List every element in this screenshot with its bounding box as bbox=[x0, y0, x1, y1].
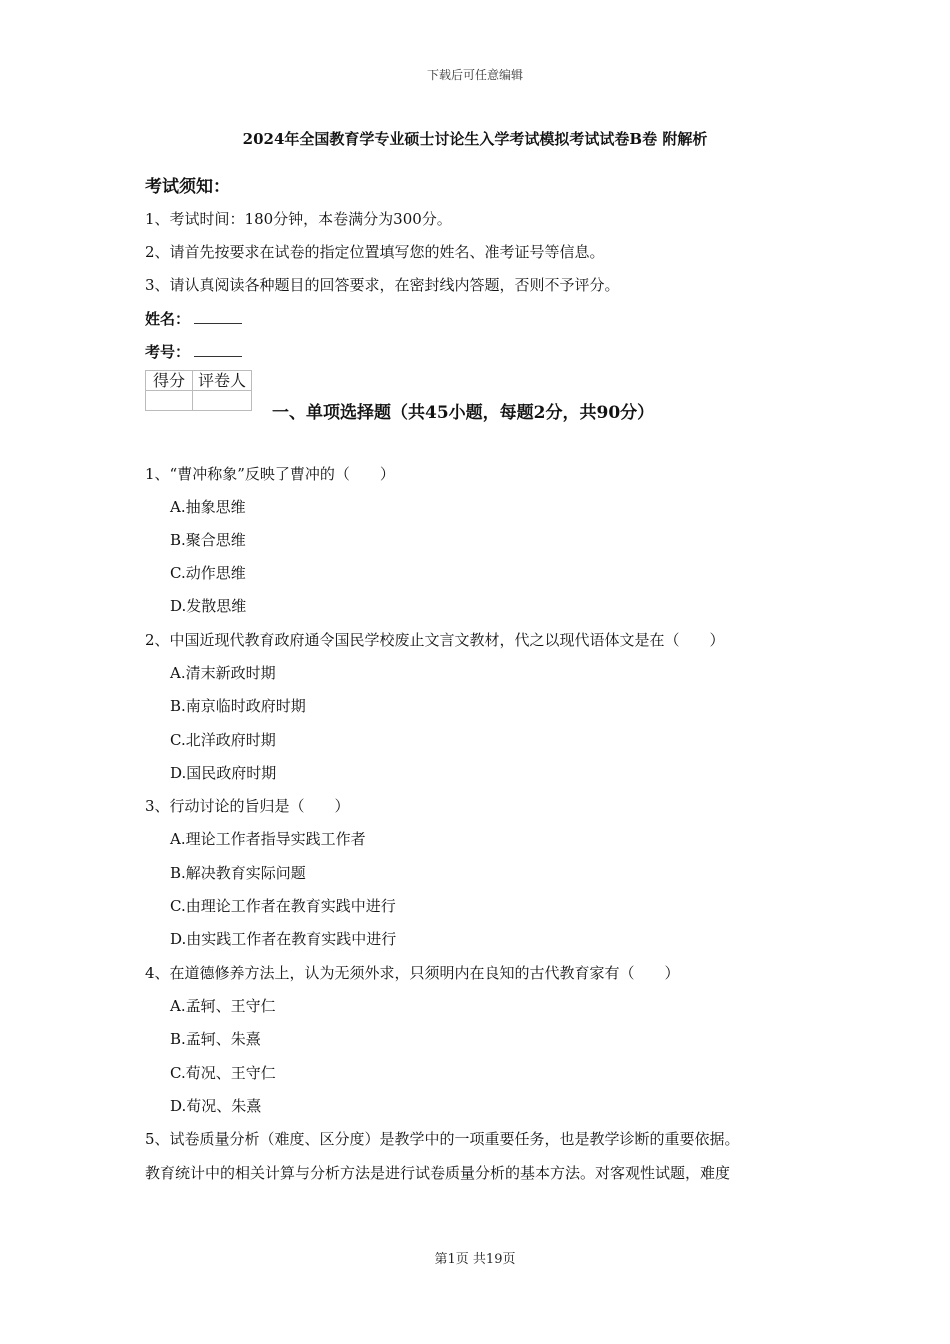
option: A.抽象思维 bbox=[170, 498, 246, 516]
question: 2、中国近现代教育政府通令国民学校废止文言文教材，代之以现代语体文是在（ ） bbox=[145, 631, 725, 649]
option: B.聚合思维 bbox=[170, 531, 246, 549]
grader-header: 评卷人 bbox=[193, 371, 252, 391]
question-continuation: 教育统计中的相关计算与分析方法是进行试卷质量分析的基本方法。对客观性试题，难度 bbox=[145, 1164, 731, 1182]
name-label: 姓名： bbox=[145, 310, 191, 328]
option: D.国民政府时期 bbox=[170, 764, 277, 782]
name-blank bbox=[194, 309, 242, 324]
option: A.清末新政时期 bbox=[170, 664, 276, 682]
question: 5、试卷质量分析（难度、区分度）是教学中的一项重要任务，也是教学诊断的重要依据。 bbox=[145, 1130, 740, 1148]
score-cell bbox=[146, 391, 193, 411]
question: 1、“曹冲称象”反映了曹冲的（ ） bbox=[145, 465, 395, 483]
option: B.孟轲、朱熹 bbox=[170, 1030, 261, 1048]
option: C.荀况、王守仁 bbox=[170, 1064, 276, 1082]
exam-no-label: 考号： bbox=[145, 343, 191, 361]
notice-item: 2、请首先按要求在试卷的指定位置填写您的姓名、准考证号等信息。 bbox=[145, 243, 605, 261]
option: B.解决教育实际问题 bbox=[170, 864, 306, 882]
score-header: 得分 bbox=[146, 371, 193, 391]
option: D.发散思维 bbox=[170, 597, 247, 615]
exam-no-field bbox=[145, 341, 242, 362]
page-title: 2024年全国教育学专业硕士讨论生入学考试模拟考试试卷B卷 附解析 bbox=[242, 130, 708, 148]
option: C.动作思维 bbox=[170, 564, 246, 582]
option: A.理论工作者指导实践工作者 bbox=[170, 830, 366, 848]
option: C.由理论工作者在教育实践中进行 bbox=[170, 897, 396, 915]
option: C.北洋政府时期 bbox=[170, 731, 276, 749]
score-table bbox=[145, 370, 252, 411]
page-footer: 第1页 共19页 bbox=[434, 1252, 516, 1267]
notice-item: 3、请认真阅读各种题目的回答要求，在密封线内答题，否则不予评分。 bbox=[145, 276, 620, 294]
name-field bbox=[145, 308, 242, 329]
question: 4、在道德修养方法上，认为无须外求，只须明内在良知的古代教育家有（ ） bbox=[145, 964, 680, 982]
question: 3、行动讨论的旨归是（ ） bbox=[145, 797, 350, 815]
option: D.由实践工作者在教育实践中进行 bbox=[170, 930, 397, 948]
option: A.孟轲、王守仁 bbox=[170, 997, 276, 1015]
section-title: 一、单项选择题（共45小题，每题2分，共90分） bbox=[272, 403, 655, 423]
option: B.南京临时政府时期 bbox=[170, 697, 306, 715]
header-note: 下载后可任意编辑 bbox=[426, 68, 523, 82]
exam-no-blank bbox=[194, 342, 242, 357]
notice-heading: 考试须知： bbox=[145, 177, 230, 197]
notice-item: 1、考试时间：180分钟，本卷满分为300分。 bbox=[145, 210, 452, 228]
grader-cell bbox=[193, 391, 252, 411]
option: D.荀况、朱熹 bbox=[170, 1097, 262, 1115]
